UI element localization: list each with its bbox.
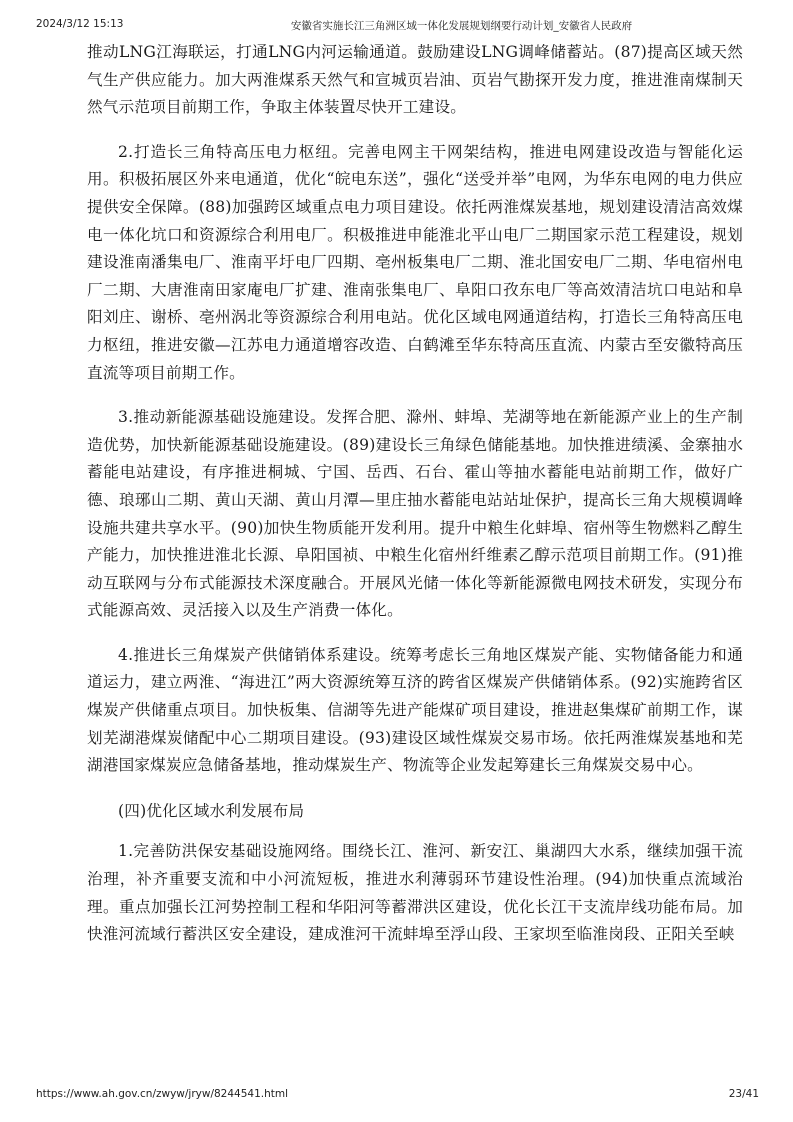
page-header-title: 安徽省实施长江三角洲区域一体化发展规划纲要行动计划_安徽省人民政府 (290, 20, 633, 32)
paragraph-gas-continued: 推动LNG江海联运，打通LNG内河运输通道。鼓励建设LNG调峰储蓄站。(87)提高区域天然气生产供应能力。加大两淮煤系天然气和宣城页岩油、页岩气勘探开发力度，推进淮南煤制天然气示范项目前期工作，争取主体装置尽快开工建设。 (87, 43, 743, 117)
source-url-link[interactable]: https://www.ah.gov.cn/zwyw/jryw/8244541.html (36, 1088, 289, 1100)
paragraph-power-hub: 2.打造长三角特高压电力枢纽。完善电网主干网架结构，推进电网建设改造与智能化运用。积极拓展区外来电通道，优化“皖电东送”，强化“送受并举”电网，为华东电网的电力供应提供安全保障。(88)加强跨区域重点电力项目建设。依托两淮煤炭基地，规划建设清洁高效煤电一体化坑口和资源综合利用电厂。积极推进申能淮北平山电厂二期国家示范工程建设，规划建设淮南潘集电厂、淮南平圩电厂四期、亳州板集电厂二期、淮北国安电厂二期、华电宿州电厂二期、大唐淮南田家庵电厂扩建、淮南张集电厂、阜阳口孜东电厂等高效清洁坑口电站和阜阳刘庄、谢桥、亳州涡北等资源综合利用电站。优化区域电网通道结构，打造长三角特高压电力枢纽，推进安徽—江苏电力通道增容改造、白鹤滩至华东特高压直流、内蒙古至安徽特高压直流等项目前期工作。 (87, 142, 743, 382)
section-heading-water: (四)优化区域水利发展布局 (118, 801, 305, 820)
paragraph-new-energy: 3.推动新能源基础设施建设。发挥合肥、滁州、蚌埠、芜湖等地在新能源产业上的生产制造优势，加快新能源基础设施建设。(89)建设长三角绿色储能基地。加快推进绩溪、金寨抽水蓄能电站建设，有序推进桐城、宁国、岳西、石台、霍山等抽水蓄能电站前期工作，做好广德、琅琊山二期、黄山天湖、黄山月潭—里庄抽水蓄能电站站址保护，提高长三角大规模调峰设施共建共享水平。(90)加快生物质能开发利用。提升中粮生化蚌埠、宿州等生物燃料乙醇生产能力，加快推进淮北长源、阜阳国祯、中粮生化宿州纤维素乙醇示范项目前期工作。(91)推动互联网与分布式能源技术深度融合。开展风光储一体化等新能源微电网技术研发，实现分布式能源高效、灵活接入以及生产消费一体化。 (87, 408, 743, 620)
document-body (87, 39, 743, 949)
paragraph-coal-system: 4.推进长三角煤炭产供储销体系建设。统筹考虑长三角地区煤炭产能、实物储备能力和通道运力，建立两淮、“海进江”两大资源统筹互济的跨省区煤炭产供储销体系。(92)实施跨省区煤炭产供储重点项目。加快板集、信湖等先进产能煤矿项目建设，推进赵集煤矿前期工作，谋划芜湖港煤炭储配中心二期项目建设。(93)建设区域性煤炭交易市场。依托两淮煤炭基地和芜湖港国家煤炭应急储备基地，推动煤炭生产、物流等企业发起筹建长三角煤炭交易中心。 (87, 645, 743, 775)
page-number: 23/41 (728, 1088, 759, 1100)
print-datetime: 2024/3/12 15:13 (36, 18, 124, 30)
paragraph-flood-control: 1.完善防洪保安基础设施网络。围绕长江、淮河、新安江、巢湖四大水系，继续加强干流治理，补齐重要支流和中小河流短板，推进水利薄弱环节建设性治理。(94)加快重点流域治理。重点加强长江河势控制工程和华阳河等蓄滞洪区建设，优化长江干支流岸线功能布局。加快淮河流域行蓄洪区安全建设，建成淮河干流蚌埠至浮山段、王家坝至临淮岗段、正阳关至峡 (87, 842, 743, 944)
